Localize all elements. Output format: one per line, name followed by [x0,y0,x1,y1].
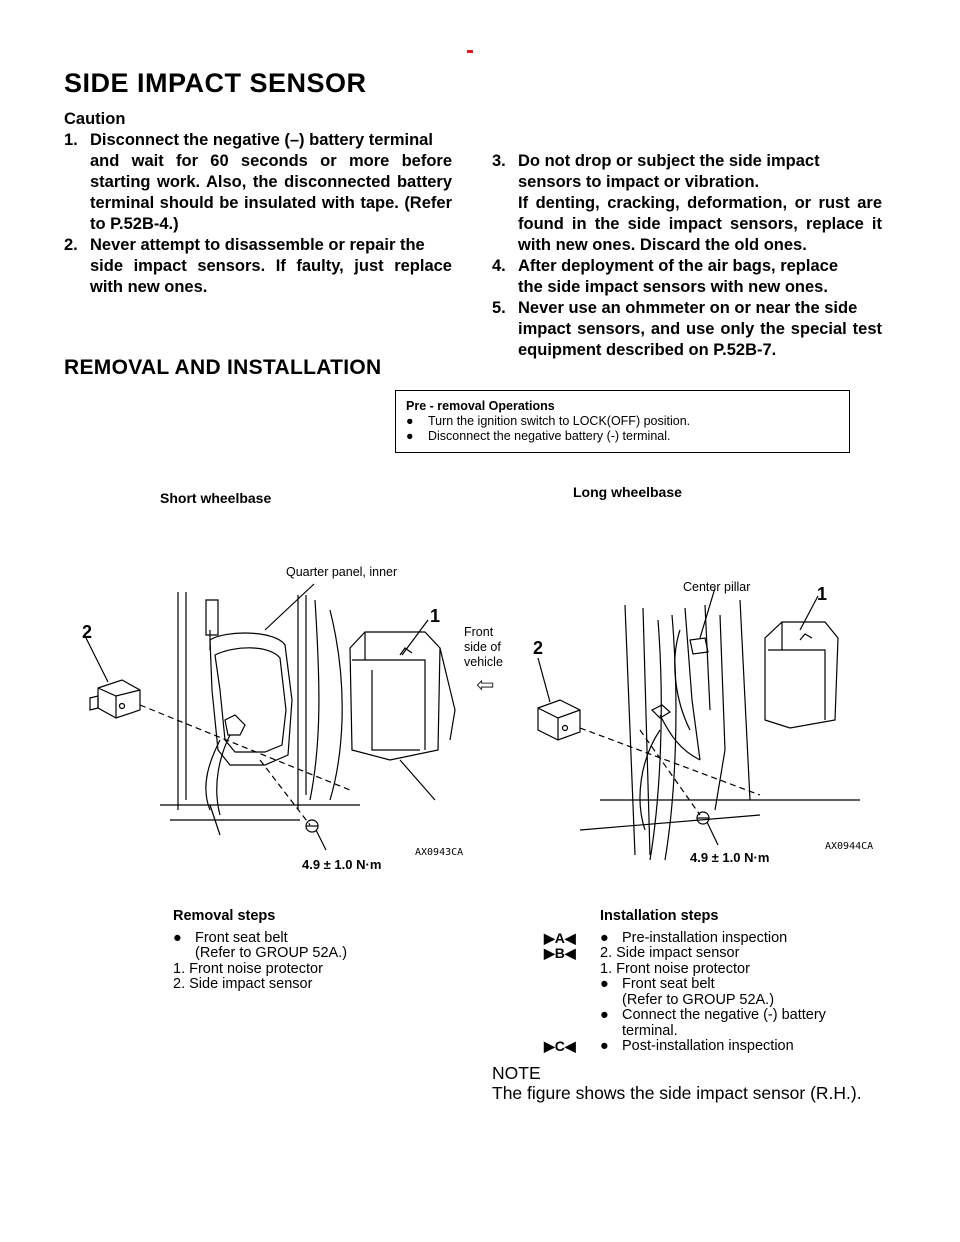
callout-2-left: 2 [82,622,93,642]
list-item-sub: terminal. [622,1022,678,1039]
list-item: 2. Side impact sensor [173,976,313,992]
note-text: The figure shows the side impact sensor (R.H.). [492,1083,862,1103]
list-item: 1. Front noise protector [173,960,323,977]
note-label: NOTE [492,1063,541,1083]
caution-item-2: 2. Never attempt to disassemble or repair the side impact sensors. If faulty, just replace with new ones. [64,236,452,296]
caution-item-1: 1. Disconnect the negative (–) battery terminal and wait for 60 seconds or more before starting work. Also, the disconnected battery terminal should be insulated with tape. (Refer to P.52B-4.) [64,131,452,233]
bullet-icon: ● [406,414,414,428]
header-mark [467,50,473,53]
figure-code-right: AX0944CA [825,841,874,852]
torque-left: 4.9 ± 1.0 N·m [302,857,382,872]
page-title: SIDE IMPACT SENSOR [64,68,367,98]
section-title: REMOVAL AND INSTALLATION [64,356,382,379]
list-item: ▶A◀ ● Pre-installation inspection [544,929,788,946]
list-item: ● Front seat belt [173,929,288,946]
pre-removal-box [395,390,850,453]
label-quarter-panel: Quarter panel, inner [286,565,398,579]
installation-steps [544,909,884,1055]
pre-removal-item: ● Disconnect the negative battery (-) terminal. [406,429,671,443]
caution-label: Caution [64,110,126,128]
caption-short-wheelbase: Short wheelbase [160,490,272,506]
callout-1-left: 1 [430,606,441,626]
figure-code-left: AX0943CA [415,847,464,858]
list-item: ● Front seat belt [600,976,715,992]
front-side-label: Front side of vehicle [464,625,503,669]
removal-steps-title: Removal steps [173,908,276,924]
front-arrow-icon: ⇦ [476,672,495,697]
list-item-sub: (Refer to GROUP 52A.) [195,945,348,961]
list-item: ▶C◀ ● Post-installation inspection [544,1038,794,1054]
right-figure-drawing [538,588,860,860]
bullet-icon: ● [406,429,414,443]
list-item: ● Connect the negative (-) battery [600,1007,826,1023]
installation-steps-title: Installation steps [600,908,719,924]
caution-item-5: 5. Never use an ohmmeter on or near the side impact sensors, and use only the special test equipment described on P.52B-7. [492,299,882,359]
pre-removal-title: Pre - removal Operations [406,399,555,413]
callout-2-right: 2 [533,638,544,658]
caution-item-4: 4. After deployment of the air bags, replace the side impact sensors with new ones. [492,257,838,296]
installation-diagram [60,560,900,870]
pre-removal-item: ● Turn the ignition switch to LOCK(OFF) position. [406,414,691,428]
caution-column-right [492,130,882,361]
label-center-pillar: Center pillar [683,580,751,594]
list-item: ▶B◀ 2. Side impact sensor [544,945,740,961]
callout-1-right: 1 [817,584,828,604]
caption-long-wheelbase: Long wheelbase [573,484,682,500]
note [492,1063,862,1103]
list-item-sub: (Refer to GROUP 52A.) [622,991,775,1008]
left-figure-drawing [86,584,455,850]
removal-steps [173,909,473,993]
list-item: 1. Front noise protector [600,960,750,977]
torque-right: 4.9 ± 1.0 N·m [690,850,770,865]
caution-item-3: 3. Do not drop or subject the side impact sensors to impact or vibration. If denting, cracking, deformation, or rust are found in the side impact sensors, replace it with new ones. Discard the old ones. [492,152,882,254]
caution-column-left [64,130,452,298]
